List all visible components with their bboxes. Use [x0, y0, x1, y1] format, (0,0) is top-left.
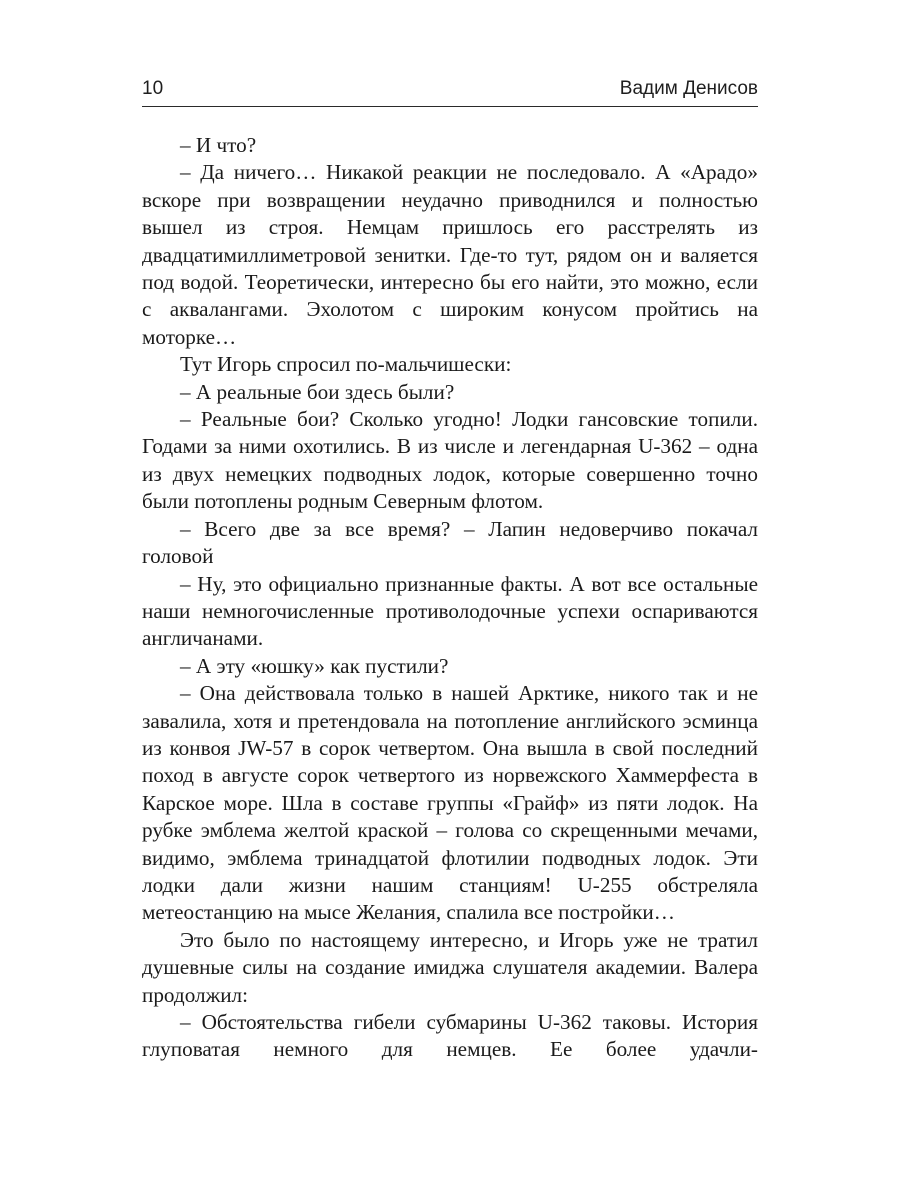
paragraph-3: Тут Игорь спросил по-мальчишески: [180, 352, 512, 377]
body-text [142, 132, 758, 1064]
paragraph-11: – Обстоятельства гибели субмарины U-362 таковы. История глуповатая немного для немцев. Ее более удачли- [142, 1010, 758, 1062]
paragraph-7: – Ну, это официально признанные факты. А вот все остальные наши немногочисленные противолодочные успехи оспариваются англичанами. [142, 571, 758, 651]
paragraph-9: – Она действовала только в нашей Арктике, никого так и не завалила, хотя и претендовала на потопление английского эсминца из конвоя JW-57 в сорок четвертом. Она вышла в свой последний поход в августе сорок четвертого из норвежского Хаммерфеста в Карское море. Шла в составе группы «Грайф» из пяти лодок. На рубке эмблема желтой краской – голова со скрещенными мечами, видимо, эмблема тринадцатой флотилии подводных лодок. Эти лодки дали жизни нашим станциям! U-255 обстреляла метеостанцию на мысе Желания, спалила все постройки… [142, 681, 758, 925]
paragraph-4: – А реальные бои здесь были? [180, 379, 455, 404]
paragraph-2: – Да ничего… Никакой реакции не последовало. А «Арадо» вскоре при возвращении неудачно приводнился и полностью вышел из строя. Немцам пришлось его расстрелять из двадцатимиллиметровой зенитки. Где-то тут, рядом он и валяется под водой. Теоретически, интересно бы его найти, это можно, если с аквалангами. Эхолотом с широким конусом пройтись на моторке… [142, 160, 758, 349]
paragraph-5: – Реальные бои? Сколько угодно! Лодки гансовские топили. Годами за ними охотились. В из числе и легендарная U-362 – одна из двух немецких подводных лодок, которые совершенно точно были потоплены родным Северным флотом. [142, 407, 758, 514]
page-number: 10 [142, 78, 164, 99]
running-title: Вадим Денисов [619, 78, 758, 99]
paragraph-6: – Всего две за все время? – Лапин недоверчиво покачал головой [142, 516, 758, 569]
paragraph-1: – И что? [180, 133, 257, 157]
paragraph-8: – А эту «юшку» как пустили? [180, 653, 449, 678]
paragraph-10: Это было по настоящему интересно, и Игорь уже не тратил душевные силы на создание имиджа слушателя академии. Валера продолжил: [142, 927, 758, 1007]
page-header [142, 74, 758, 107]
